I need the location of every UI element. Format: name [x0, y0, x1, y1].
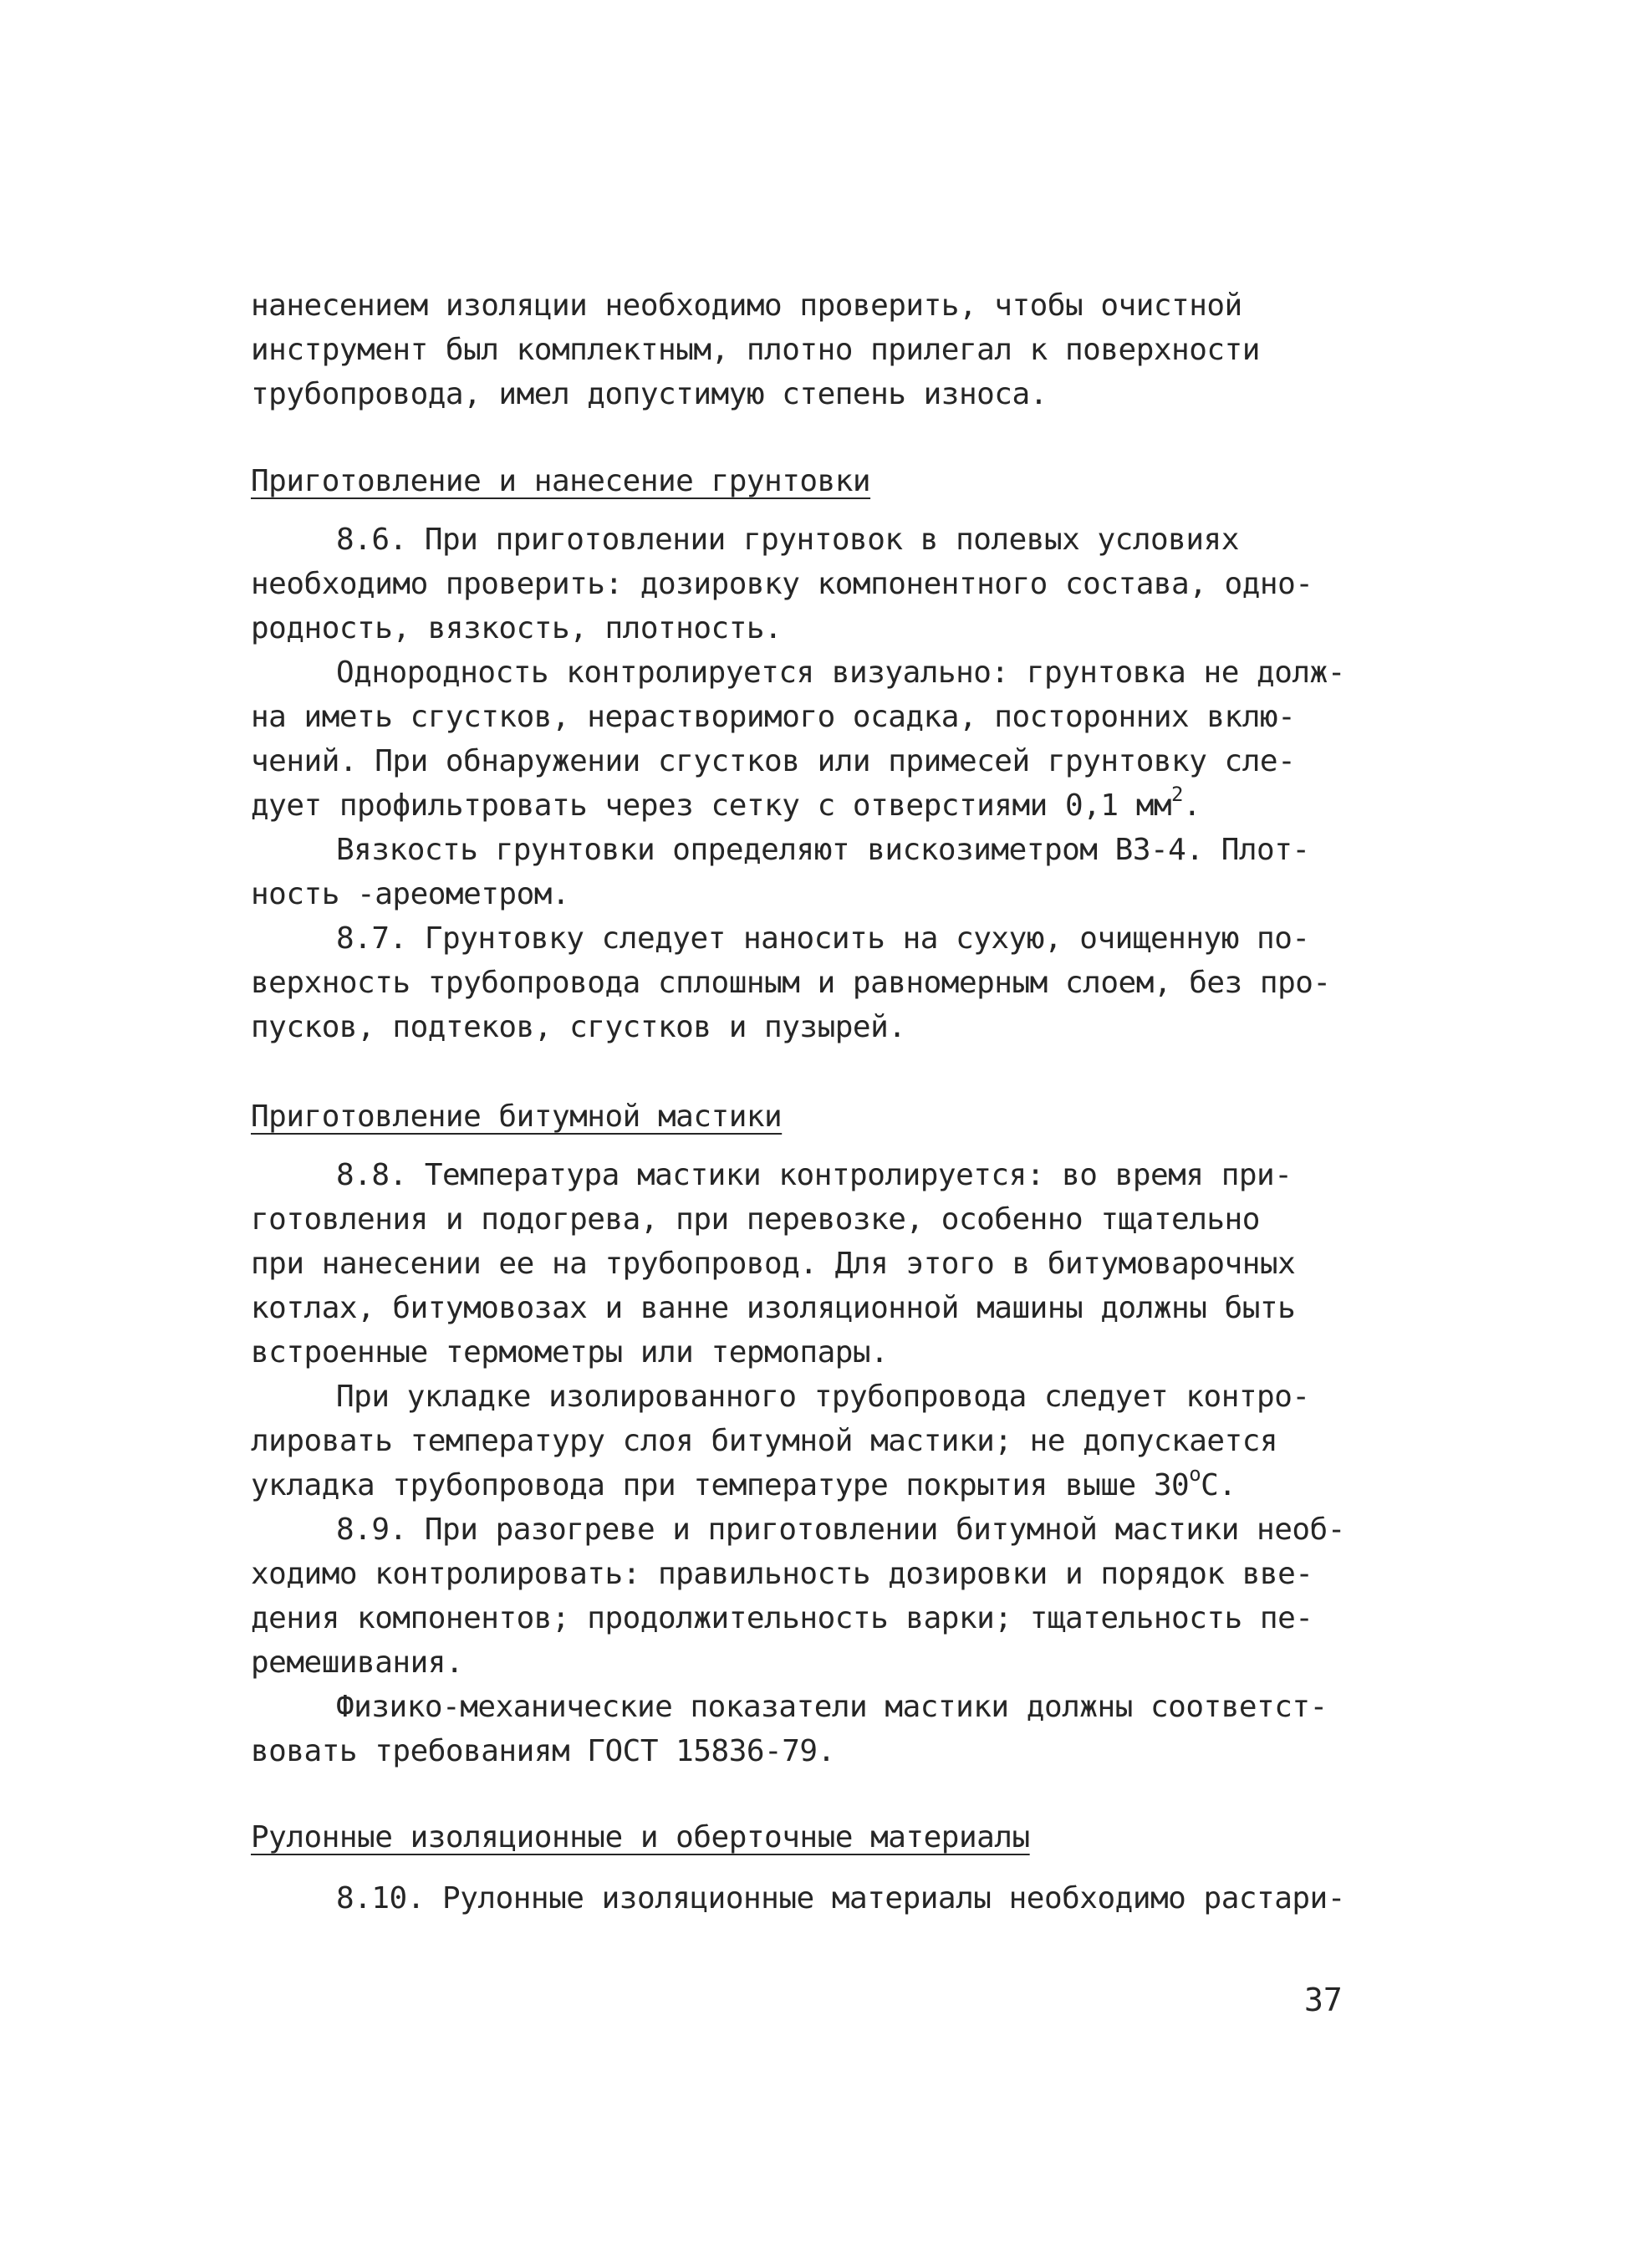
- text-line: чений. При обнаружении сгустков или примесей грунтовку сле-: [251, 744, 1296, 778]
- superscript: о: [1189, 1462, 1201, 1486]
- text-line: вовать требованиям ГОСТ 15836-79.: [251, 1734, 835, 1768]
- text-line-with-superscript: [251, 784, 1201, 828]
- text-line: ходимо контролировать: правильность дозировки и порядок вве-: [251, 1557, 1313, 1591]
- text-line: Вязкость грунтовки определяют вискозиметром ВЗ-4. Плот-: [336, 833, 1310, 867]
- text-line: пусков, подтеков, сгустков и пузырей.: [251, 1010, 906, 1044]
- text-fragment: С.: [1201, 1468, 1236, 1502]
- text-fragment: .: [1183, 788, 1201, 823]
- text-line: на иметь сгустков, нерастворимого осадка, посторонних вклю-: [251, 700, 1296, 734]
- text-line: лировать температуру слоя битумной мастики; не допускается: [251, 1424, 1278, 1458]
- text-line: инструмент был комплектным, плотно прилегал к поверхности: [251, 333, 1260, 367]
- text-fragment: укладка трубопровода при температуре покрытия выше 30: [251, 1468, 1190, 1502]
- text-line: дения компонентов; продолжительность варки; тщательность пе-: [251, 1601, 1313, 1635]
- text-line: 8.8. Температура мастики контролируется: во время при-: [336, 1158, 1293, 1192]
- text-line: При укладке изолированного трубопровода следует контро-: [336, 1380, 1310, 1414]
- text-line: Однородность контролируется визуально: грунтовка не долж-: [336, 656, 1345, 690]
- text-line: при нанесении ее на трубопровод. Для этого в битумоварочных: [251, 1247, 1296, 1281]
- text-line: родность, вязкость, плотность.: [251, 611, 783, 645]
- text-line: готовления и подогрева, при перевозке, особенно тщательно: [251, 1202, 1260, 1237]
- section-heading: Приготовление битумной мастики: [251, 1099, 783, 1134]
- text-line: трубопровода, имел допустимую степень износа.: [251, 377, 1048, 411]
- section-heading: Рулонные изоляционные и оберточные материалы: [251, 1820, 1030, 1854]
- text-fragment: дует профильтровать через сетку с отверстиями 0,1 мм: [251, 788, 1172, 823]
- text-line: Физико-механические показатели мастики должны соответст-: [336, 1690, 1328, 1724]
- text-line: верхность трубопровода сплошным и равномерным слоем, без про-: [251, 966, 1331, 1000]
- text-line: 8.10. Рулонные изоляционные материалы необходимо растари-: [336, 1881, 1345, 1916]
- text-line: нанесением изоляции необходимо проверить, чтобы очистной: [251, 288, 1242, 323]
- text-line: встроенные термометры или термопары.: [251, 1335, 889, 1370]
- superscript: 2: [1171, 783, 1183, 806]
- text-line: котлах, битумовозах и ванне изоляционной машины должны быть: [251, 1291, 1296, 1325]
- text-line: 8.6. При приготовлении грунтовок в полевых условиях: [336, 523, 1239, 557]
- text-line: ремешивания.: [251, 1645, 464, 1680]
- page-number: 37: [1304, 1982, 1343, 2018]
- text-line: 8.9. При разогреве и приготовлении битумной мастики необ-: [336, 1513, 1345, 1547]
- text-line-with-superscript: [251, 1464, 1236, 1508]
- text-line: 8.7. Грунтовку следует наносить на сухую, очищенную по-: [336, 921, 1310, 956]
- text-line: ность -ареометром.: [251, 877, 570, 911]
- section-heading: Приготовление и нанесение грунтовки: [251, 464, 871, 498]
- text-line: необходимо проверить: дозировку компонентного состава, одно-: [251, 567, 1313, 601]
